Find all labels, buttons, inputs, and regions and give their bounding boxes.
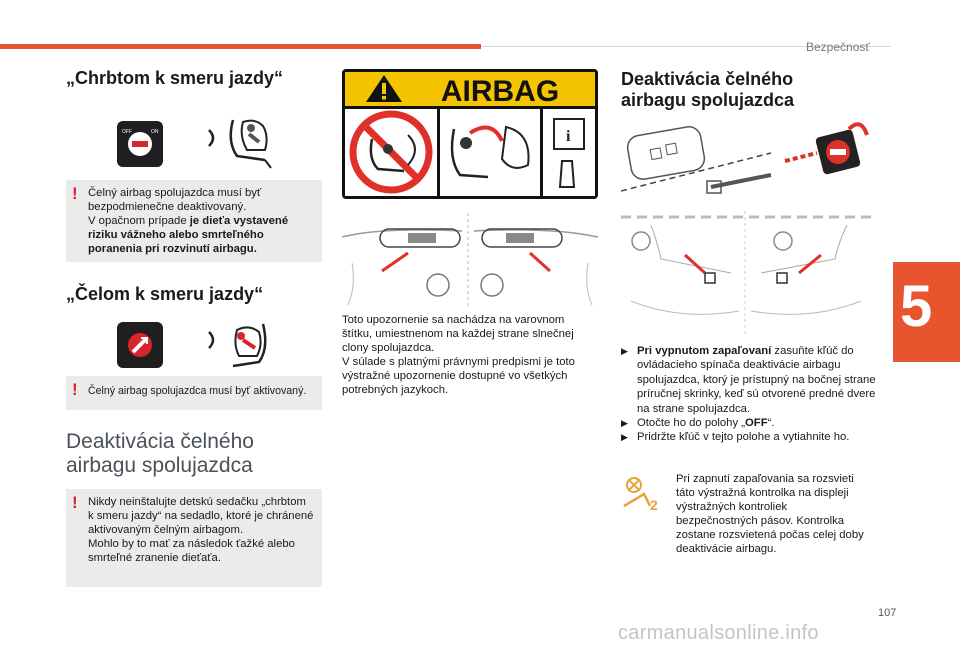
switch-off-label: OFF bbox=[122, 129, 132, 135]
warning-exclamation-icon: ! bbox=[72, 493, 78, 512]
airbag-switch-on-icon bbox=[117, 322, 163, 368]
front-facing-seat-icon bbox=[203, 318, 283, 383]
deactivation-warning bbox=[66, 489, 322, 587]
lamp-description: Pri zapnutí zapaľovania sa rozsvieti táto výstražná kontrolka na displeji výstražných kontroliek bezpečnostných pásov. Kontrolka zostane rozsvietená počas celej doby deaktivácie airbagu. bbox=[676, 473, 864, 555]
right-title-line1: Deaktivácia čelného bbox=[621, 69, 794, 89]
instruction-item-3: ▶ Pridržte kľúč v tejto polohe a vytiahnite ho. bbox=[621, 431, 850, 444]
front-facing-warning bbox=[66, 376, 322, 410]
manual-info-icon: i bbox=[566, 128, 571, 145]
watermark: carmanualsonline.info bbox=[618, 622, 819, 644]
section-label: Bezpečnosť bbox=[806, 40, 870, 54]
header-accent-bar bbox=[0, 44, 481, 49]
bullet-arrow-icon: ▶ bbox=[621, 418, 628, 429]
rear-facing-warning-line2: V opačnom prípade je dieťa vystavené riziku vážneho alebo smrteľného poranenia pri rozvinutí airbagu. bbox=[88, 215, 289, 255]
bullet-arrow-icon: ▶ bbox=[621, 346, 628, 356]
warning-exclamation-icon: ! bbox=[72, 380, 78, 399]
page-number: 107 bbox=[878, 607, 897, 619]
deactivation-title-line2: airbagu spolujazdca bbox=[66, 454, 253, 477]
deactivation-heading bbox=[66, 430, 254, 478]
instruction-item-2: ▶ Otočte ho do polohy „OFF“. bbox=[621, 417, 775, 430]
dashboard-illustration bbox=[621, 211, 871, 341]
rear-facing-seat-icon bbox=[203, 112, 283, 177]
key-switch-illustration bbox=[621, 117, 871, 210]
deactivation-warning-line2: Mohlo by to mať za následok ťažké alebo smrteľné zranenie dieťaťa. bbox=[88, 538, 295, 564]
front-facing-warning-text: Čelný airbag spolujazdca musí byť aktivovaný. bbox=[88, 385, 307, 397]
switch-on-label: ON bbox=[151, 129, 159, 135]
middle-text-line1: Toto upozornenie sa nachádza na varovnom štítku, umiestnenom na každej strane slnečnej clony spolujazdca. bbox=[342, 314, 574, 354]
warning-exclamation-icon: ! bbox=[72, 184, 78, 203]
deactivation-title-line1: Deaktivácia čelného bbox=[66, 430, 254, 453]
airbag-switch-off-icon bbox=[117, 121, 163, 167]
chapter-number: 5 bbox=[900, 274, 933, 339]
instruction-list bbox=[621, 344, 879, 445]
instruction-item-1: ▶ Pri vypnutom zapaľovaní zasuňte kľúč do ovládacieho spínača deaktivácie airbagu spolujazdca, ktorý je prístupný na bočnej strane príručnej skrinky, keď sú otvorené predné dvere na strane spolujazdca. bbox=[621, 345, 876, 415]
middle-text-line2: V súlade s platnými právnymi predpismi je toto výstražné upozornenie dostupné vo všetkých potrebných jazykoch. bbox=[342, 356, 575, 396]
lamp-digit: 2 bbox=[650, 497, 658, 512]
deactivation-warning-line1: Nikdy neinštalujte detskú sedačku „chrbtom k smeru jazdy“ na sedadlo, ktoré je chránené aktivovaným čelným airbagom. bbox=[88, 496, 314, 536]
bullet-arrow-icon: ▶ bbox=[621, 432, 628, 443]
rear-facing-warning-line1: Čelný airbag spolujazdca musí byť bezpodmienečne deaktivovaný. bbox=[88, 187, 262, 213]
airbag-warning-label bbox=[342, 69, 598, 204]
airbag-off-warning-lamp-icon bbox=[620, 476, 664, 517]
airbag-label-text: AIRBAG bbox=[440, 75, 560, 108]
right-title-line2: airbagu spolujazdca bbox=[621, 90, 795, 110]
rear-facing-title: „Chrbtom k smeru jazdy“ bbox=[66, 68, 284, 88]
sun-visor-illustration bbox=[342, 213, 598, 313]
front-facing-title: „Čelom k smeru jazdy“ bbox=[66, 284, 264, 304]
middle-description bbox=[342, 313, 596, 397]
right-heading bbox=[621, 69, 794, 111]
rear-facing-warning bbox=[66, 180, 322, 262]
